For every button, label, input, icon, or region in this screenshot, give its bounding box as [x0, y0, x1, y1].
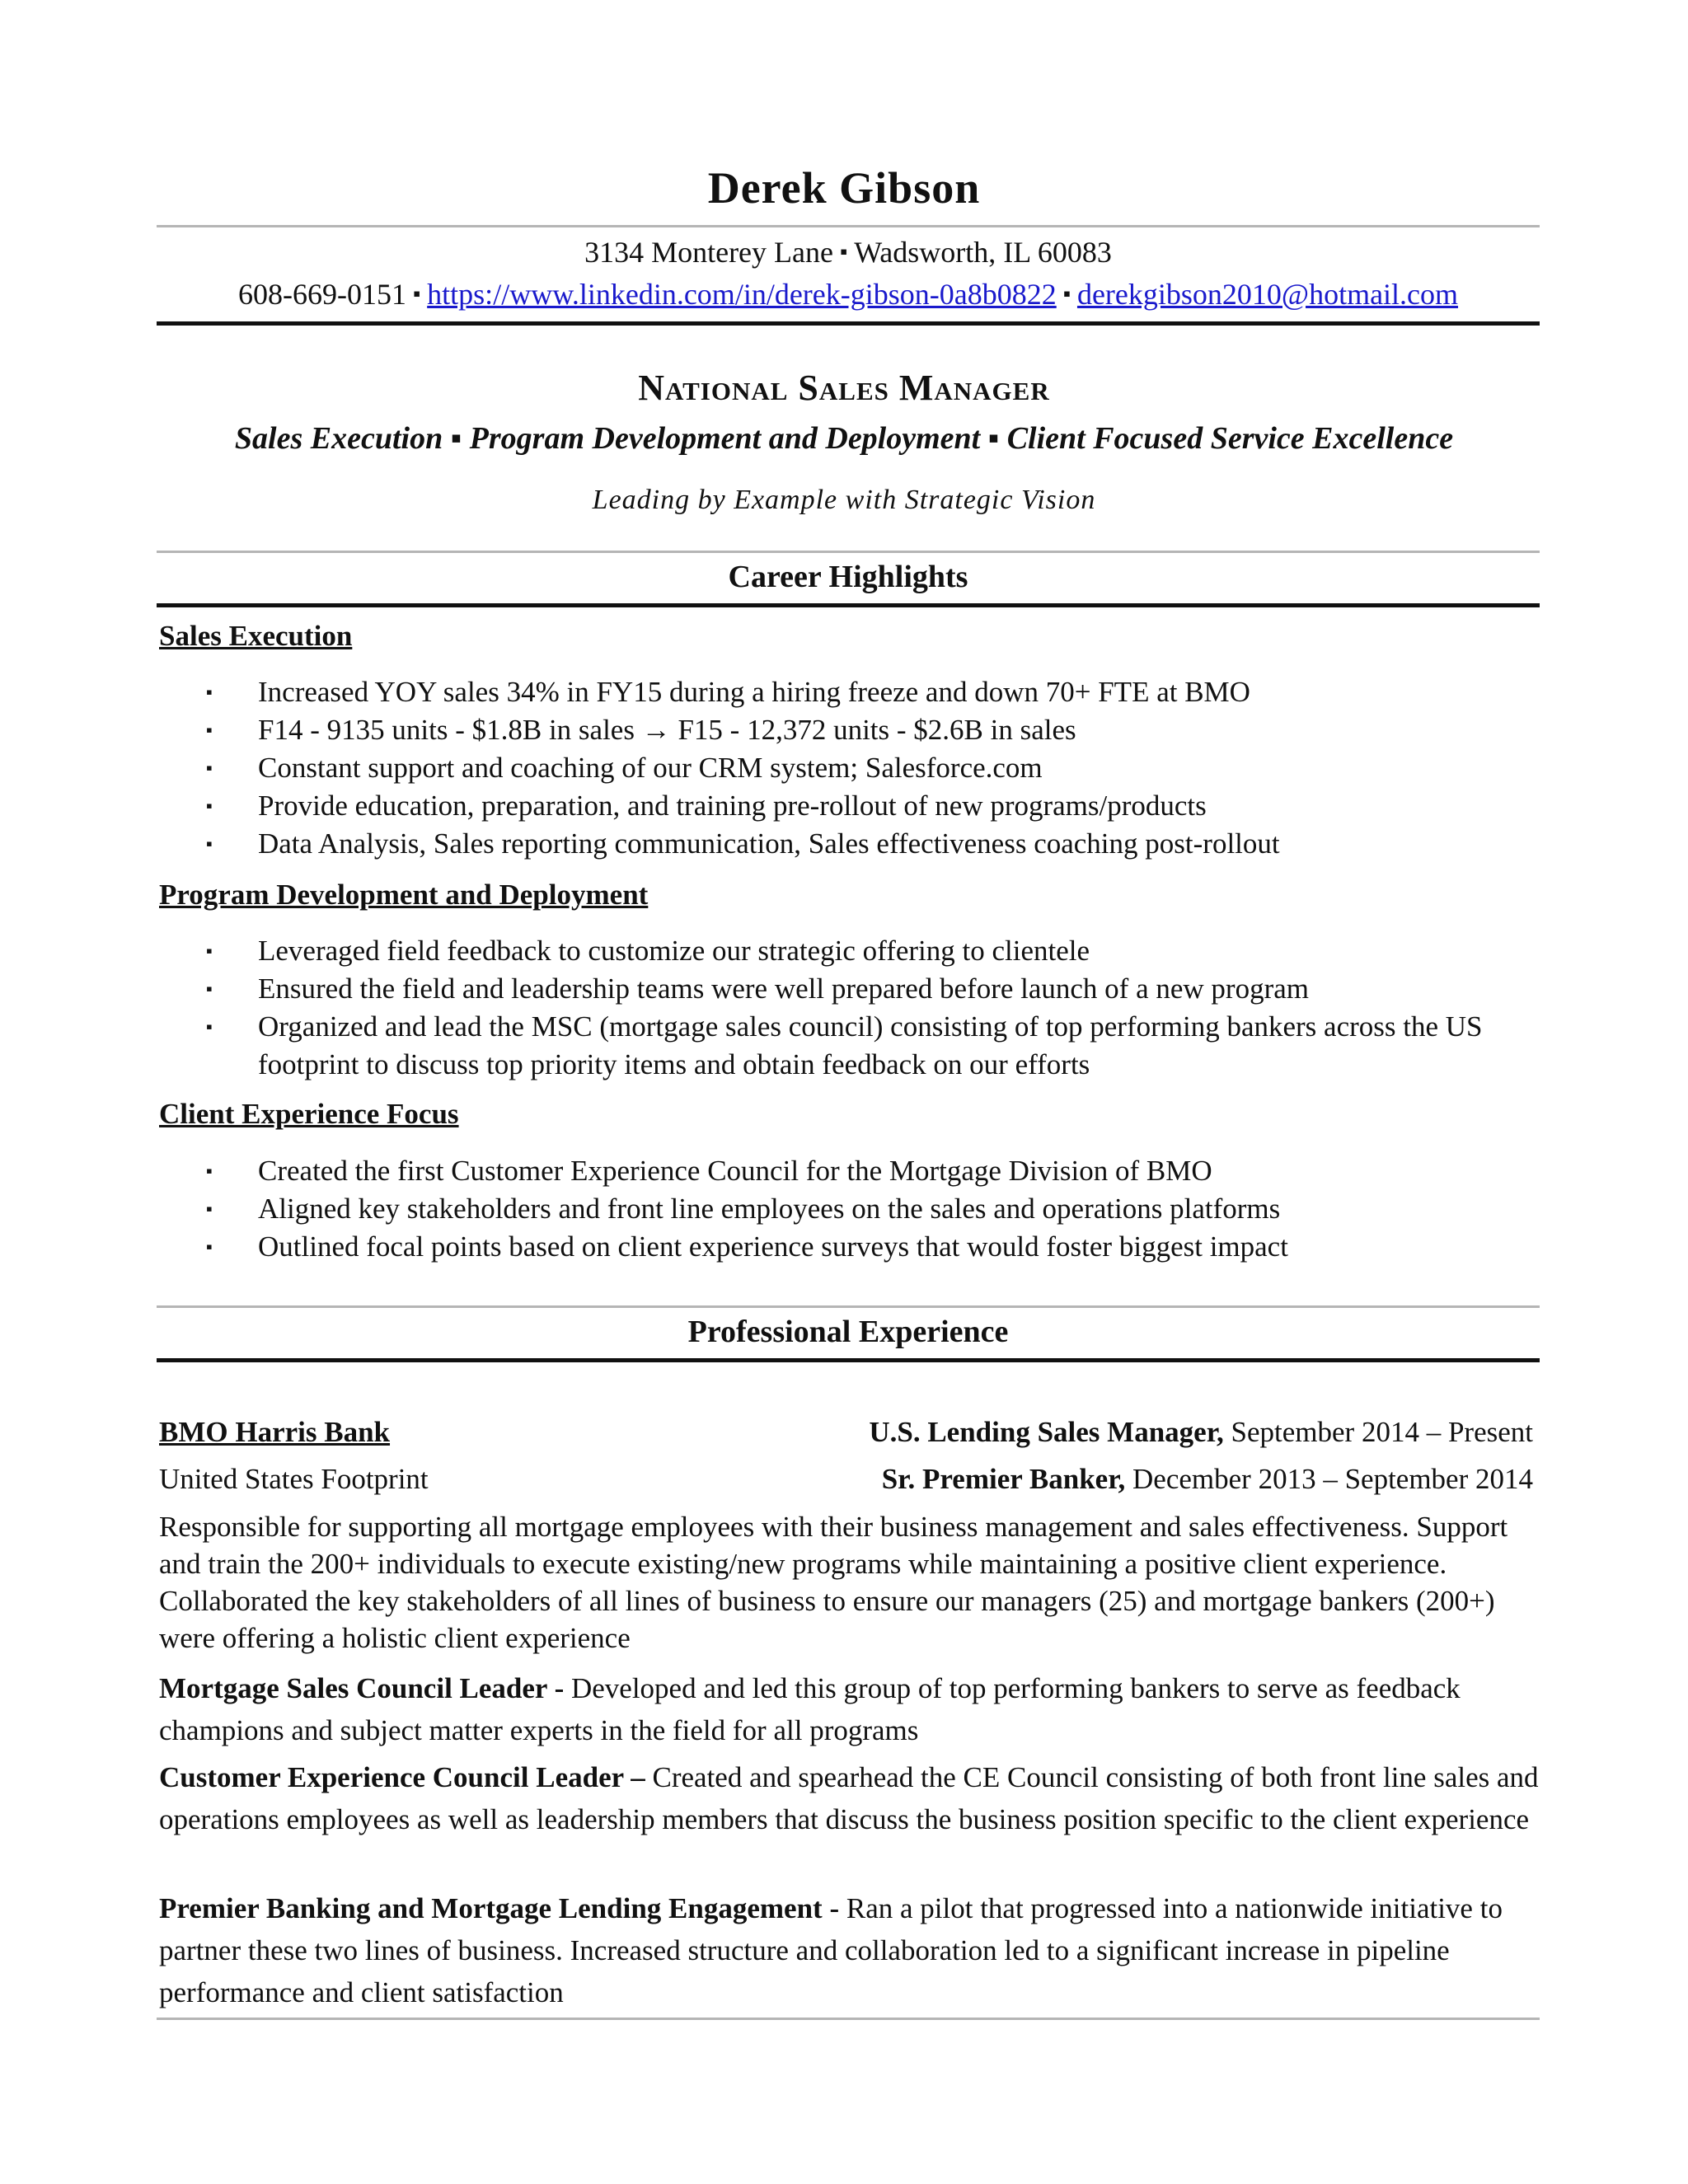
subsection-title: Program Development and Deployment	[159, 879, 649, 911]
separator: ▪	[1062, 282, 1071, 306]
list-item: ▪ Constant support and coaching of our CRM system; Salesforce.com	[159, 749, 1540, 787]
phone-number: 608-669-0151	[237, 278, 406, 311]
bullet-icon: ▪	[206, 978, 213, 999]
bullet-icon: ▪	[206, 1160, 213, 1181]
list-item: ▪ Aligned key stakeholders and front line employees on the sales and operations platforms	[159, 1190, 1540, 1228]
bullet-list	[159, 673, 1540, 863]
bullet-icon: ▪	[206, 1236, 213, 1257]
job-title: National Sales Manager	[638, 368, 1050, 408]
bullet-icon: ▪	[206, 940, 213, 961]
company-name: BMO Harris Bank	[159, 1416, 391, 1448]
list-item: ▪ Organized and lead the MSC (mortgage sales council) consisting of top performing bankers across the US footprint to discuss top priority items and obtain feedback on our efforts	[159, 1008, 1540, 1084]
list-item: ▪ Data Analysis, Sales reporting communication, Sales effectiveness coaching post-rollout	[159, 825, 1540, 863]
contact-line	[157, 277, 1540, 312]
bullet-icon: ▪	[206, 1198, 213, 1219]
career-highlights-heading: Career Highlights	[728, 560, 968, 594]
street-address: 3134 Monterey Lane	[584, 236, 833, 269]
professional-experience-heading: Professional Experience	[687, 1315, 1009, 1349]
section-divider-bottom	[157, 1358, 1540, 1362]
motto: Leading by Example with Strategic Vision	[592, 485, 1096, 515]
bullet-list	[159, 932, 1540, 1084]
address-line	[157, 235, 1540, 269]
bullet-icon: ▪	[206, 719, 213, 740]
email-link[interactable]: derekgibson2010@hotmail.com	[1076, 278, 1459, 311]
achievement-paragraph: Premier Banking and Mortgage Lending Engagement - Ran a pilot that progressed into a nationwide initiative to partner these two lines of business. Increased structure and collaboration led to a significant increase in pipeline performance and client satisfaction	[159, 1892, 1503, 2008]
section-divider-top	[157, 1305, 1540, 1308]
bullet-icon: ▪	[206, 833, 213, 854]
footer-divider	[157, 2018, 1540, 2020]
list-item: ▪ F14 - 9135 units - $1.8B in sales → F15 - 12,372 units - $2.6B in sales	[159, 711, 1540, 749]
section-divider-top	[157, 551, 1540, 553]
work-location: United States Footprint	[159, 1463, 429, 1495]
separator: ▪	[839, 240, 848, 264]
linkedin-link[interactable]: https://www.linkedin.com/in/derek-gibson-0a8b0822	[427, 278, 1057, 311]
subsection-title: Sales Execution	[159, 620, 353, 652]
list-item: ▪ Created the first Customer Experience Council for the Mortgage Division of BMO	[159, 1152, 1540, 1190]
role-summary: Responsible for supporting all mortgage employees with their business management and sales effectiveness. Support and train the 200+ individuals to execute existing/new programs while maintaining a positive client experience. Collaborated the key stakeholders of all lines of business to ensure our managers (25) and mortgage bankers (200+) were offering a holistic client experience	[159, 1511, 1508, 1654]
tagline: Sales Execution ▪ Program Development and Deployment ▪ Client Focused Service Excellence	[234, 421, 1454, 456]
list-item: ▪ Leveraged field feedback to customize our strategic offering to clientele	[159, 932, 1540, 970]
list-item: ▪ Outlined focal points based on client experience surveys that would foster biggest impact	[159, 1228, 1540, 1266]
list-item: ▪ Increased YOY sales 34% in FY15 during a hiring freeze and down 70+ FTE at BMO	[159, 673, 1540, 711]
current-role: U.S. Lending Sales Manager, September 2014 – Present	[869, 1416, 1533, 1448]
bullet-icon: ▪	[206, 757, 213, 778]
list-item: ▪ Ensured the field and leadership teams were well prepared before launch of a new program	[159, 970, 1540, 1008]
section-divider-bottom	[157, 603, 1540, 607]
contact-divider	[157, 321, 1540, 326]
bullet-icon: ▪	[206, 1016, 213, 1037]
previous-role: Sr. Premier Banker, December 2013 – September 2014	[881, 1463, 1533, 1495]
separator: ▪	[412, 282, 421, 306]
bullet-list	[159, 1152, 1540, 1266]
list-item: ▪ Provide education, preparation, and training pre-rollout of new programs/products	[159, 787, 1540, 825]
bullet-icon: ▪	[206, 795, 213, 816]
achievement-paragraph: Mortgage Sales Council Leader - Developed and led this group of top performing bankers to serve as feedback champions and subject matter experts in the field for all programs	[159, 1672, 1461, 1746]
header-divider	[157, 225, 1540, 227]
achievement-paragraph: Customer Experience Council Leader – Created and spearhead the CE Council consisting of both front line sales and operations employees as well as leadership members that discuss the business position specific to the client experience	[159, 1761, 1539, 1835]
candidate-name: Derek Gibson	[707, 163, 981, 213]
title-block	[0, 367, 1688, 516]
bullet-icon: ▪	[206, 682, 213, 702]
city-state-zip: Wadsworth, IL 60083	[854, 236, 1112, 269]
subsection-title: Client Experience Focus	[159, 1098, 459, 1130]
